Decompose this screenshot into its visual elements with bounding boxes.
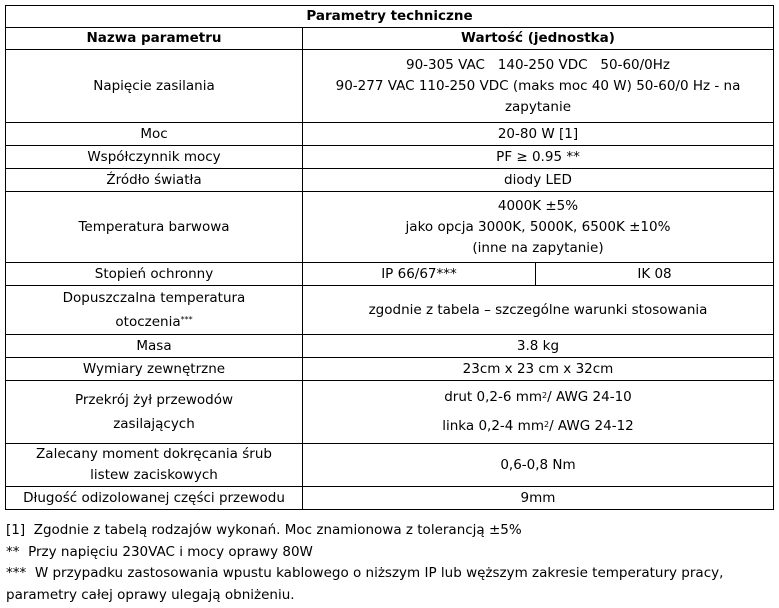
footnote-3-cont: parametry całej oprawy ulegają obniżeniu. — [6, 586, 295, 603]
row-value-cct — [303, 192, 774, 263]
table-row — [6, 50, 774, 123]
row-name-torque — [6, 444, 303, 487]
parameters-table — [5, 5, 774, 510]
cross-linka — [309, 412, 767, 441]
table-row — [6, 358, 774, 381]
row-name-dims: Wymiary zewnętrzne — [6, 358, 303, 381]
table-row — [6, 381, 774, 444]
row-value-dims: 23cm x 23 cm x 32cm — [303, 358, 774, 381]
row-name-protection: Stopień ochronny — [6, 263, 303, 286]
row-name-cct: Temperatura barwowa — [6, 192, 303, 263]
column-header-name: Nazwa parametru — [6, 28, 303, 50]
footnote-3: *** W przypadku zastosowania wpustu kablowego o niższym IP lub węższym zakresie temperatury pracy, — [6, 565, 724, 581]
row-value-torque: 0,6-0,8 Nm — [303, 444, 774, 487]
table-row — [6, 286, 774, 335]
cross-drut-text: drut 0,2-6 mm — [444, 389, 543, 405]
torque-name-line-2: listew zaciskowych — [90, 467, 218, 483]
ambient-name-line-1: Dopuszczalna temperatura — [62, 290, 246, 306]
ambient-name-line-2 — [12, 310, 296, 334]
footnotes — [6, 520, 774, 606]
row-name-cross — [6, 381, 303, 444]
row-value-ik: IK 08 — [536, 263, 774, 286]
cross-linka-awg: / AWG 24-12 — [549, 418, 634, 434]
row-value-power: 20-80 W [1] — [303, 123, 774, 146]
cross-drut-sup: 2 — [542, 391, 548, 400]
table-title: Parametry techniczne — [6, 6, 774, 28]
row-name-strip: Długość odizolowanej części przewodu — [6, 487, 303, 510]
voltage-line-3: zapytanie — [504, 98, 572, 115]
ambient-name-sup: *** — [180, 315, 193, 324]
column-header-value: Wartość (jednostka) — [303, 28, 774, 50]
row-value-mass: 3.8 kg — [303, 335, 774, 358]
row-name-source: Źródło światła — [6, 169, 303, 192]
row-name-ambient — [6, 286, 303, 335]
row-name-pf: Współczynnik mocy — [6, 146, 303, 169]
ambient-name-text: otoczenia — [115, 314, 181, 330]
cross-name-line-2: zasilających — [113, 416, 195, 432]
row-name-power: Moc — [6, 123, 303, 146]
row-name-voltage: Napięcie zasilania — [6, 50, 303, 123]
cct-line-1: 4000K ±5% — [497, 197, 579, 214]
row-value-cross — [303, 381, 774, 444]
table-row — [6, 123, 774, 146]
voltage-line-2: 90-277 VAC 110-250 VDC (maks moc 40 W) 50-60/0 Hz - na — [335, 77, 741, 94]
table-row — [6, 192, 774, 263]
table-row — [6, 444, 774, 487]
footnote-1: [1] Zgodnie z tabelą rodzajów wykonań. Moc znamionowa z tolerancją ±5% — [6, 522, 522, 538]
row-value-source: diody LED — [303, 169, 774, 192]
row-value-ambient: zgodnie z tabela – szczególne warunki stosowania — [303, 286, 774, 335]
voltage-line-1: 90-305 VAC 140-250 VDC 50-60/0Hz — [405, 56, 670, 73]
row-value-strip: 9mm — [303, 487, 774, 510]
cct-line-2: jako opcja 3000K, 5000K, 6500K ±10% — [405, 218, 671, 235]
row-value-voltage — [303, 50, 774, 123]
cross-linka-sup: 2 — [543, 420, 550, 429]
table-row — [6, 335, 774, 358]
table-row — [6, 263, 774, 286]
row-name-mass: Masa — [6, 335, 303, 358]
cross-linka-text: linka 0,2-4 mm — [442, 418, 544, 434]
row-value-ip: IP 66/67*** — [303, 263, 536, 286]
cct-line-3: (inne na zapytanie) — [472, 239, 604, 256]
torque-name-line-1: Zalecany moment dokręcania śrub — [36, 446, 272, 462]
footnote-2: ** Przy napięciu 230VAC i mocy oprawy 80W — [6, 543, 313, 560]
table-row — [6, 169, 774, 192]
row-value-pf: PF ≥ 0.95 ** — [303, 146, 774, 169]
table-row — [6, 487, 774, 510]
cross-drut — [309, 383, 767, 412]
cross-name-line-1: Przekrój żył przewodów — [74, 392, 234, 408]
table-row — [6, 146, 774, 169]
cross-drut-awg: / AWG 24-10 — [547, 389, 632, 405]
